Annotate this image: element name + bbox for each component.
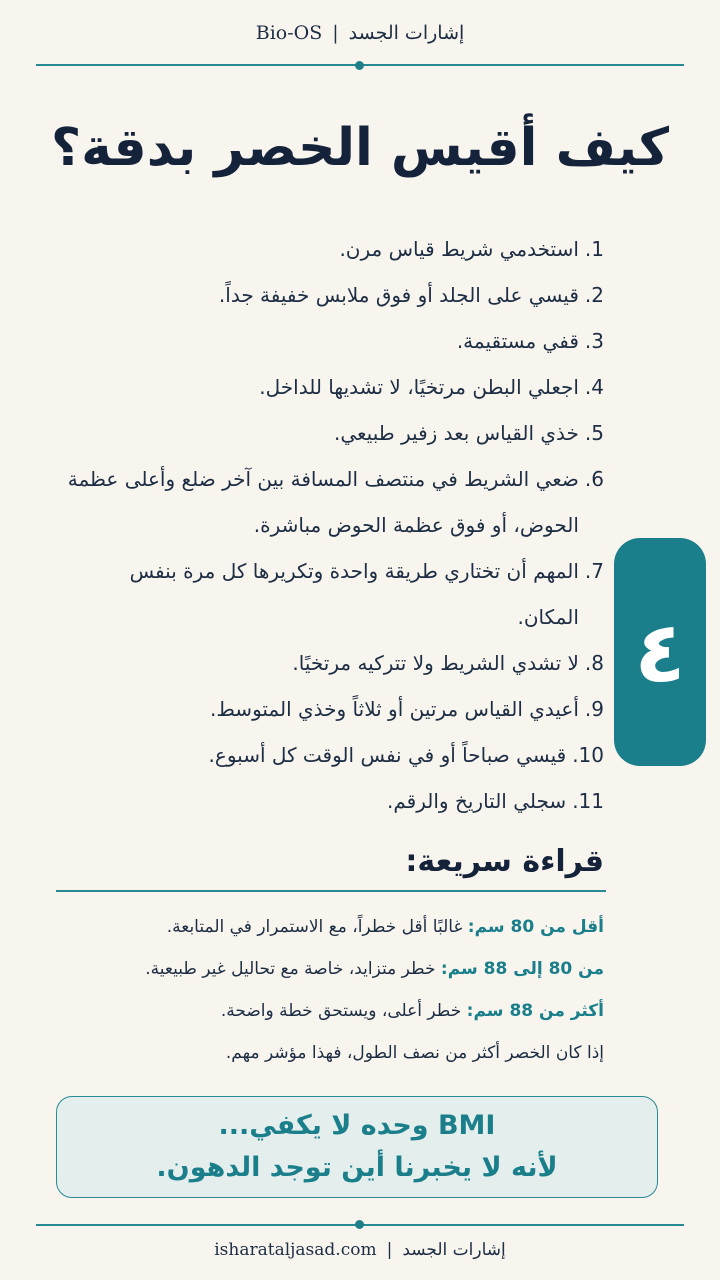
- callout-line-1: BMI وحده لا يكفي...: [218, 1110, 496, 1141]
- footer-site-name: إشارات الجسد: [402, 1240, 506, 1260]
- step-number: 11.: [572, 789, 604, 813]
- step-item: [64, 640, 604, 686]
- step-text: استخدمي شريط قياس مرن.: [339, 237, 579, 261]
- step-item: [64, 318, 604, 364]
- steps-list: [64, 226, 604, 824]
- step-number: 4.: [584, 375, 604, 399]
- step-number: 10.: [572, 743, 604, 767]
- step-text: قيسي على الجلد أو فوق ملابس خفيفة جداً.: [218, 283, 579, 307]
- step-text: سجلي التاريخ والرقم.: [387, 789, 567, 813]
- step-number: 7.: [584, 559, 604, 583]
- step-text: ضعي الشريط في منتصف المسافة بين آخر ضلع وأعلى عظمة الحوض، أو فوق عظمة الحوض مباشرة.: [67, 467, 579, 537]
- step-number: 1.: [584, 237, 604, 261]
- step-item: [64, 686, 604, 732]
- step-item: [64, 778, 604, 824]
- step-number: 2.: [584, 283, 604, 307]
- slide-number-badge: ٤: [614, 538, 706, 766]
- footer-url[interactable]: isharataljasad.com: [214, 1240, 377, 1260]
- step-item: [64, 456, 604, 548]
- step-item: [64, 410, 604, 456]
- step-number: 9.: [584, 697, 604, 721]
- step-text: خذي القياس بعد زفير طبيعي.: [333, 421, 579, 445]
- step-text: لا تشدي الشريط ولا تتركيه مرتخيًا.: [292, 651, 579, 675]
- header-brand: Bio-OS: [255, 22, 323, 44]
- top-divider-dot: [355, 61, 364, 70]
- callout-line-2: لأنه لا يخبرنا أين توجد الدهون.: [156, 1152, 558, 1183]
- quick-read-label: أكثر من 88 سم:: [466, 1001, 604, 1021]
- step-number: 5.: [584, 421, 604, 445]
- step-number: 3.: [584, 329, 604, 353]
- header-site-name: إشارات الجسد: [348, 22, 465, 44]
- header-divider: |: [332, 22, 339, 44]
- quick-read-heading: قراءة سريعة:: [405, 844, 604, 879]
- footer-divider: |: [386, 1240, 393, 1260]
- quick-read-text: غالبًا أقل خطراً، مع الاستمرار في المتابعة.: [166, 917, 463, 937]
- callout-box: [56, 1096, 658, 1198]
- step-number: 8.: [584, 651, 604, 675]
- quick-read-item: [44, 948, 604, 990]
- step-text: قيسي صباحاً أو في نفس الوقت كل أسبوع.: [208, 743, 567, 767]
- quick-read-text: خطر متزايد، خاصة مع تحاليل غير طبيعية.: [145, 959, 436, 979]
- step-text: قفي مستقيمة.: [456, 329, 579, 353]
- step-item: [64, 226, 604, 272]
- step-text: أعيدي القياس مرتين أو ثلاثاً وخذي المتوسط.: [209, 697, 579, 721]
- quick-read-item: [44, 906, 604, 948]
- quick-read-list: [44, 906, 604, 1074]
- header: [0, 22, 720, 44]
- quick-read-text: خطر أعلى، ويستحق خطة واضحة.: [220, 1001, 462, 1021]
- page-title: كيف أقيس الخصر بدقة؟: [50, 118, 670, 178]
- quick-read-label: من 80 إلى 88 سم:: [440, 959, 604, 979]
- quick-read-label: أقل من 80 سم:: [467, 917, 604, 937]
- quick-read-item: [44, 990, 604, 1032]
- step-text: المهم أن تختاري طريقة واحدة وتكريرها كل مرة بنفس المكان.: [129, 559, 579, 629]
- footer: [0, 1240, 720, 1260]
- step-item: [64, 272, 604, 318]
- step-item: [64, 364, 604, 410]
- quick-read-note: إذا كان الخصر أكثر من نصف الطول، فهذا مؤشر مهم.: [225, 1043, 604, 1063]
- bottom-divider-dot: [355, 1220, 364, 1229]
- step-item: [64, 548, 604, 640]
- step-item: [64, 732, 604, 778]
- quick-read-underline: [56, 890, 606, 892]
- step-text: اجعلي البطن مرتخيًا، لا تشديها للداخل.: [259, 375, 579, 399]
- step-number: 6.: [584, 467, 604, 491]
